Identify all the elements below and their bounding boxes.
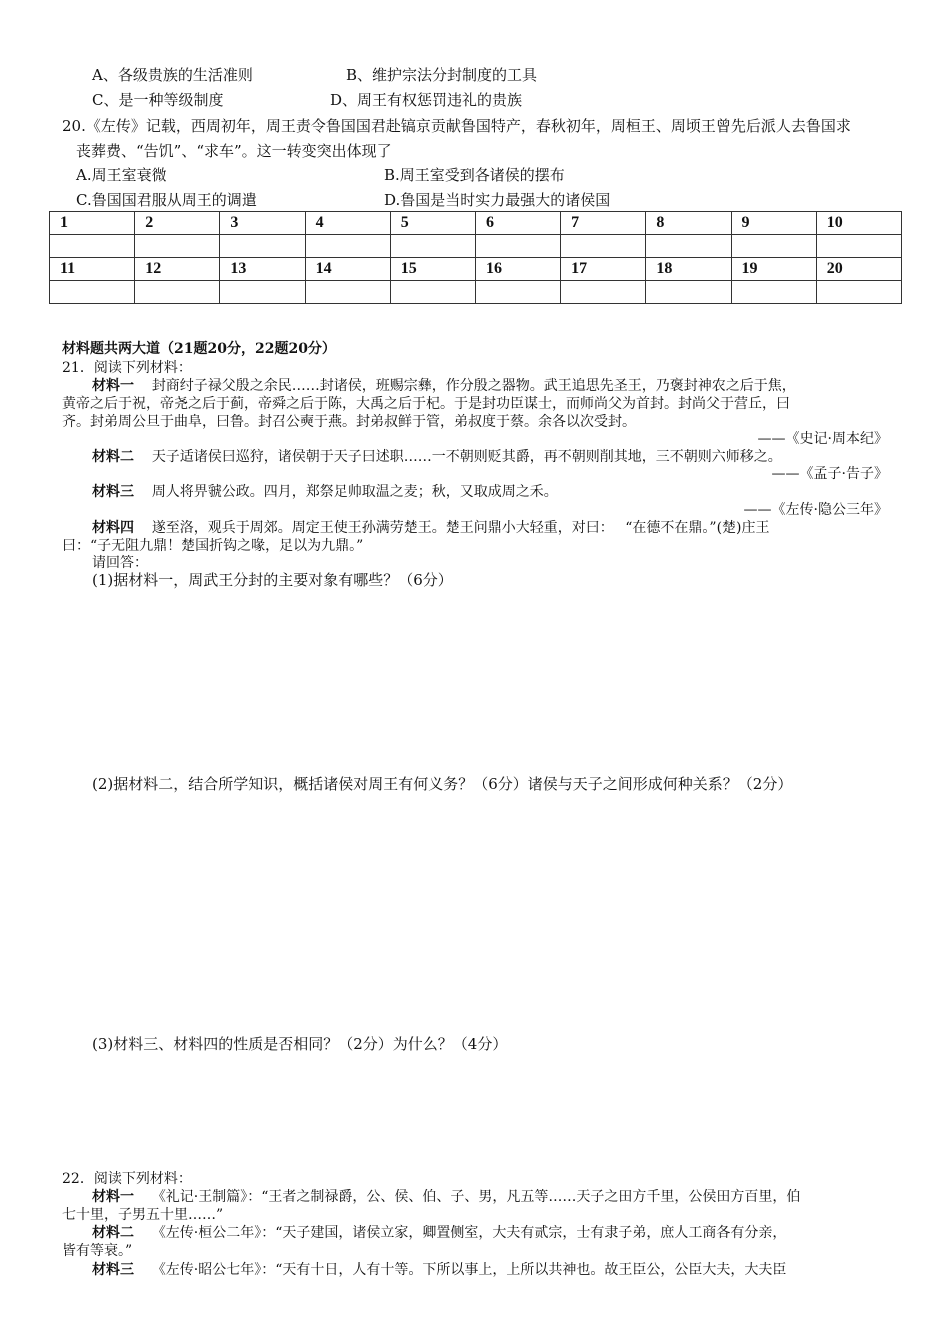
q22-material-1-label: 材料一 (92, 1189, 134, 1205)
answer-number: 3 (220, 212, 305, 235)
answer-number: 6 (475, 212, 560, 235)
answer-number: 11 (50, 258, 135, 281)
q19-option-b: B、维护宗法分封制度的工具 (346, 66, 538, 84)
answer-cell[interactable] (731, 281, 816, 304)
answer-cell[interactable] (220, 281, 305, 304)
q22-material-1-text: 《礼记·王制篇》：“王者之制禄爵，公、侯、伯、子、男，凡五等……天子之田方千里，公侯田方百里，伯 (151, 1189, 801, 1205)
answer-number: 15 (390, 258, 475, 281)
answer-number: 8 (646, 212, 731, 235)
q21-material-3-source: ——《左传·隐公三年》 (743, 502, 888, 518)
q21-material-2-source: ——《孟子·告子》 (771, 466, 888, 482)
answer-cell[interactable] (816, 235, 901, 258)
q21-material-1-text: 封商纣子禄父殷之余民……封诸侯，班赐宗彝，作分殷之器物。武王追思先圣王，乃褒封神农之后于焦， (151, 378, 796, 394)
answer-cell[interactable] (731, 235, 816, 258)
answer-cell[interactable] (135, 235, 220, 258)
answer-table-blank-row-1 (50, 235, 902, 258)
answer-number: 19 (731, 258, 816, 281)
q21-material-4-text: 遂至洛，观兵于周郊。周定王使王孙满劳楚王。楚王问鼎小大轻重，对曰： “在德不在鼎。”(楚)庄王 (151, 520, 770, 536)
answer-table (49, 211, 902, 304)
q22-material-2-label: 材料二 (92, 1225, 134, 1241)
q21-material-2-line1 (92, 446, 782, 466)
q21-material-1-line1 (92, 375, 796, 395)
answer-number: 13 (220, 258, 305, 281)
answer-cell[interactable] (646, 281, 731, 304)
q22-material-3-text: 《左传·昭公七年》：“天有十日，人有十等。下所以事上，上所以共神也。故王臣公，公臣大夫，大夫臣 (151, 1262, 787, 1278)
answer-cell[interactable] (816, 281, 901, 304)
q21-material-1-label: 材料一 (92, 378, 134, 394)
q20-option-c: C.鲁国国君服从周王的调遣 (76, 191, 257, 209)
answer-cell[interactable] (220, 235, 305, 258)
q22-material-2-text: 《左传·桓公二年》：“天子建国，诸侯立家，卿置侧室，大夫有贰宗，士有隶子弟，庶人工商各有分亲， (151, 1225, 787, 1241)
q21-subquestion-3: (3)材料三、材料四的性质是否相同？（2分）为什么？（4分） (92, 1035, 508, 1053)
q21-ask: 请回答： (92, 555, 148, 571)
answer-cell[interactable] (475, 235, 560, 258)
answer-number: 7 (561, 212, 646, 235)
q21-material-3-label: 材料三 (92, 484, 134, 500)
q21-material-4-line2: 曰：“子无阻九鼎！楚国折钩之喙，足以为九鼎。” (62, 538, 364, 554)
answer-cell[interactable] (305, 235, 390, 258)
q22-material-1-line2: 七十里，子男五十里……” (62, 1207, 224, 1223)
q20-option-d: D.鲁国是当时实力最强大的诸侯国 (384, 191, 611, 209)
q21-material-4-line1 (92, 517, 770, 537)
q21-material-2-text: 天子适诸侯曰巡狩，诸侯朝于天子曰述职……一不朝则贬其爵，再不朝则削其地，三不朝则六师移之。 (151, 449, 782, 465)
answer-number: 12 (135, 258, 220, 281)
answer-number: 14 (305, 258, 390, 281)
answer-cell[interactable] (390, 281, 475, 304)
q21-intro: 21．阅读下列材料： (62, 360, 192, 376)
answer-number: 10 (816, 212, 901, 235)
answer-cell[interactable] (561, 281, 646, 304)
answer-number: 2 (135, 212, 220, 235)
answer-cell[interactable] (390, 235, 475, 258)
answer-table-header-row-2 (50, 258, 902, 281)
answer-cell[interactable] (646, 235, 731, 258)
q22-intro: 22．阅读下列材料： (62, 1171, 192, 1187)
answer-table-blank-row-2 (50, 281, 902, 304)
q21-material-3-text: 周人将畀虢公政。四月，郑祭足帅取温之麦；秋，又取成周之禾。 (151, 484, 558, 500)
answer-cell[interactable] (475, 281, 560, 304)
answer-table-header-row-1 (50, 212, 902, 235)
q21-material-2-label: 材料二 (92, 449, 134, 465)
answer-cell[interactable] (561, 235, 646, 258)
answer-cell[interactable] (50, 235, 135, 258)
answer-number: 5 (390, 212, 475, 235)
q20-option-a: A.周王室衰微 (76, 166, 167, 184)
q22-material-2-line1 (92, 1222, 786, 1242)
q21-material-1-source: ——《史记·周本纪》 (757, 431, 888, 447)
q21-material-1-line2: 黄帝之后于祝，帝尧之后于蓟，帝舜之后于陈，大禹之后于杞。于是封功臣谋士，而师尚父为首封。封尚父于营丘，曰 (62, 396, 790, 412)
answer-number: 9 (731, 212, 816, 235)
q19-option-c: C、是一种等级制度 (92, 91, 224, 109)
q22-material-3-line1 (92, 1259, 786, 1279)
answer-number: 18 (646, 258, 731, 281)
q19-option-d: D、周王有权惩罚违礼的贵族 (330, 91, 523, 109)
q20-option-b: B.周王室受到各诸侯的摆布 (384, 166, 565, 184)
answer-number: 20 (816, 258, 901, 281)
answer-number: 4 (305, 212, 390, 235)
q21-material-3-line1 (92, 481, 558, 501)
answer-cell[interactable] (50, 281, 135, 304)
answer-cell[interactable] (305, 281, 390, 304)
q21-subquestion-2: (2)据材料二，结合所学知识，概括诸侯对周王有何义务？（6分）诸侯与天子之间形成何种关系？（2分） (92, 775, 793, 793)
q20-stem-line1: 20.《左传》记载，西周初年，周王责令鲁国国君赴镐京贡献鲁国特产，春秋初年，周桓王、周顷王曾先后派人去鲁国求 (62, 117, 851, 135)
q20-stem-line2: 丧葬费、“告饥”、“求车”。这一转变突出体现了 (76, 142, 392, 160)
q22-material-2-line2: 皆有等衰。” (62, 1243, 133, 1259)
q22-material-1-line1 (92, 1186, 800, 1206)
answer-cell[interactable] (135, 281, 220, 304)
answer-number: 16 (475, 258, 560, 281)
q21-material-1-line3: 齐。封弟周公旦于曲阜，曰鲁。封召公奭于燕。封弟叔鲜于管，弟叔度于蔡。余各以次受封。 (62, 414, 636, 430)
answer-number: 1 (50, 212, 135, 235)
section-title: 材料题共两大道（21题20分，22题20分） (62, 341, 336, 357)
q19-option-a: A、各级贵族的生活准则 (92, 66, 253, 84)
q21-subquestion-1: (1)据材料一，周武王分封的主要对象有哪些？（6分） (92, 571, 453, 589)
q22-material-3-label: 材料三 (92, 1262, 134, 1278)
q21-material-4-label: 材料四 (92, 520, 134, 536)
answer-number: 17 (561, 258, 646, 281)
